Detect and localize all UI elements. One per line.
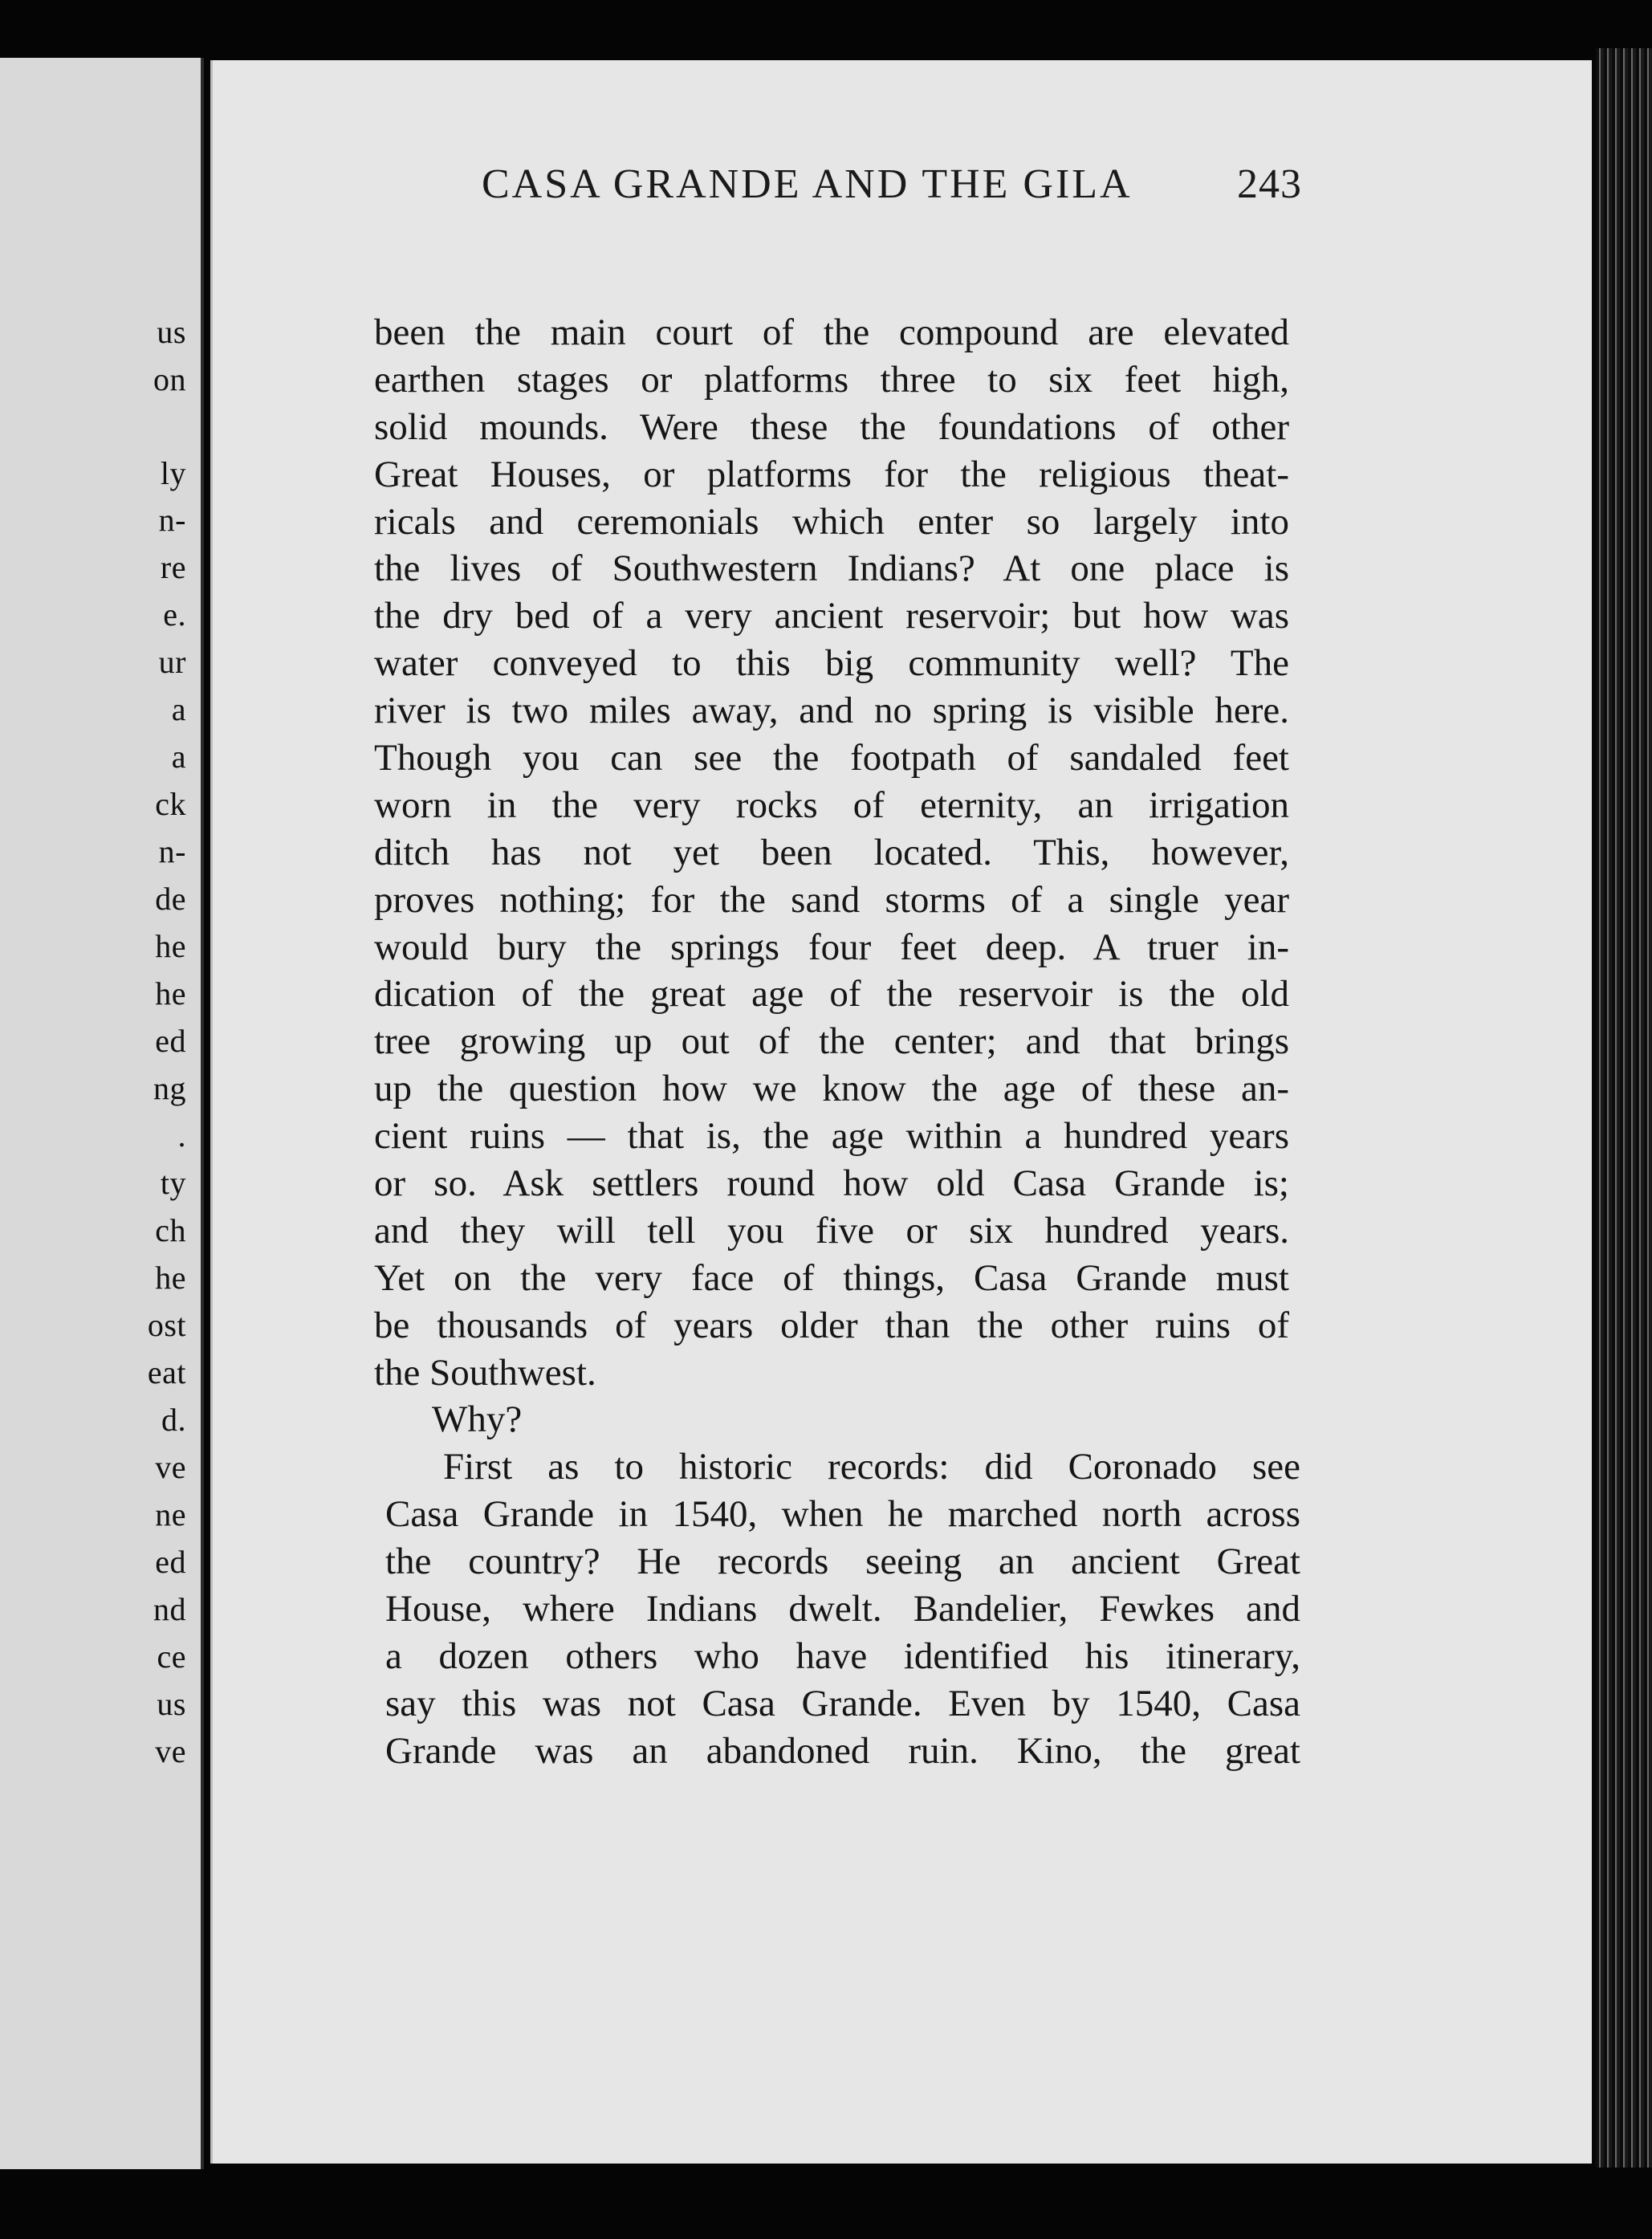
left-page-fragment: ly xyxy=(160,455,186,491)
text-line: be thousands of years older than the other ruins of xyxy=(374,1304,1289,1346)
left-page-fragment: . xyxy=(177,1117,186,1154)
text-line: House, where Indians dwelt. Bandelier, Fewkes and xyxy=(385,1588,1300,1630)
text-line: ditch has not yet been located. This, however, xyxy=(374,831,1289,873)
left-page-fragment: ur xyxy=(158,644,186,680)
left-page-fragment: ng xyxy=(153,1070,186,1106)
left-page-fragment: a xyxy=(171,739,186,775)
left-page-fragment: ve xyxy=(155,1733,186,1769)
text-line: Why? xyxy=(432,1398,523,1441)
text-line: worn in the very rocks of eternity, an irrigation xyxy=(374,784,1289,826)
text-line: the Southwest. xyxy=(374,1351,596,1394)
left-page-fragment: a xyxy=(171,691,186,727)
body-text xyxy=(374,309,1300,1775)
left-page-fragment: ost xyxy=(147,1307,186,1343)
text-line: would bury the springs four feet deep. A truer in- xyxy=(374,926,1289,968)
text-line: Casa Grande in 1540, when he marched north across xyxy=(385,1493,1300,1536)
left-page-fragment: ce xyxy=(157,1639,186,1675)
text-line: been the main court of the compound are elevated xyxy=(374,311,1289,353)
left-page-fragment: us xyxy=(157,1686,186,1722)
text-line: the country? He records seeing an ancient Great xyxy=(385,1541,1300,1583)
left-page-fragment: ve xyxy=(155,1449,186,1485)
text-line: proves nothing; for the sand storms of a single year xyxy=(374,878,1289,921)
left-page-fragment: ne xyxy=(155,1496,186,1533)
left-page-fragment: on xyxy=(153,361,186,397)
text-line: and they will tell you five or six hundred years. xyxy=(374,1209,1289,1252)
left-page-fragment: he xyxy=(155,975,186,1012)
text-line: Great Houses, or platforms for the religious theat- xyxy=(374,453,1289,495)
left-page-fragment: n- xyxy=(158,833,186,869)
left-page-fragment: ed xyxy=(155,1544,186,1580)
left-page-fragment: us xyxy=(157,314,186,350)
left-page-fragment: ed xyxy=(155,1023,186,1059)
text-line: First as to historic records: did Coronado see xyxy=(443,1446,1300,1488)
left-page-fragment: ch xyxy=(155,1212,186,1248)
text-line: dication of the great age of the reservoir is the old xyxy=(374,973,1289,1016)
text-line: a dozen others who have identified his itinerary, xyxy=(385,1634,1300,1677)
text-line: say this was not Casa Grande. Even by 1540, Casa xyxy=(385,1682,1300,1724)
left-page-fragment: re xyxy=(160,549,186,585)
text-line: river is two miles away, and no spring is visible here. xyxy=(374,690,1289,732)
left-page-fragment: ck xyxy=(155,786,186,822)
page-edge xyxy=(1596,48,1652,2168)
text-line: or so. Ask settlers round how old Casa Grande is; xyxy=(374,1162,1289,1205)
page-number: 243 xyxy=(1237,161,1302,207)
left-page-fragment: de xyxy=(155,881,186,917)
text-line: tree growing up out of the center; and that brings xyxy=(374,1020,1289,1063)
left-page-fragment: e. xyxy=(163,596,186,633)
text-line: earthen stages or platforms three to six feet high, xyxy=(374,358,1289,401)
text-line: Grande was an abandoned ruin. Kino, the great xyxy=(385,1729,1300,1772)
text-line: water conveyed to this big community well? The xyxy=(374,642,1289,685)
text-line: ricals and ceremonials which enter so largely into xyxy=(374,500,1289,543)
text-line: Though you can see the footpath of sandaled feet xyxy=(374,737,1289,780)
text-line: Yet on the very face of things, Casa Grande must xyxy=(374,1256,1289,1299)
text-line: up the question how we know the age of these an- xyxy=(374,1068,1289,1110)
left-page-fragment: nd xyxy=(153,1591,186,1627)
text-line: the dry bed of a very ancient reservoir; but how was xyxy=(374,595,1289,637)
running-title: CASA GRANDE AND THE GILA xyxy=(482,161,1133,207)
text-line: cient ruins — that is, the age within a hundred years xyxy=(374,1115,1289,1158)
text-line: the lives of Southwestern Indians? At one place is xyxy=(374,548,1289,590)
left-page-fragment: he xyxy=(155,1260,186,1296)
left-page-fragment: eat xyxy=(147,1354,186,1390)
left-page-fragment: ty xyxy=(160,1165,186,1201)
left-page-fragment: d. xyxy=(161,1402,186,1438)
left-page-fragment: he xyxy=(155,928,186,964)
left-page-fragment: n- xyxy=(158,502,186,538)
text-line: solid mounds. Were these the foundations of other xyxy=(374,405,1289,448)
left-page xyxy=(0,58,204,2169)
